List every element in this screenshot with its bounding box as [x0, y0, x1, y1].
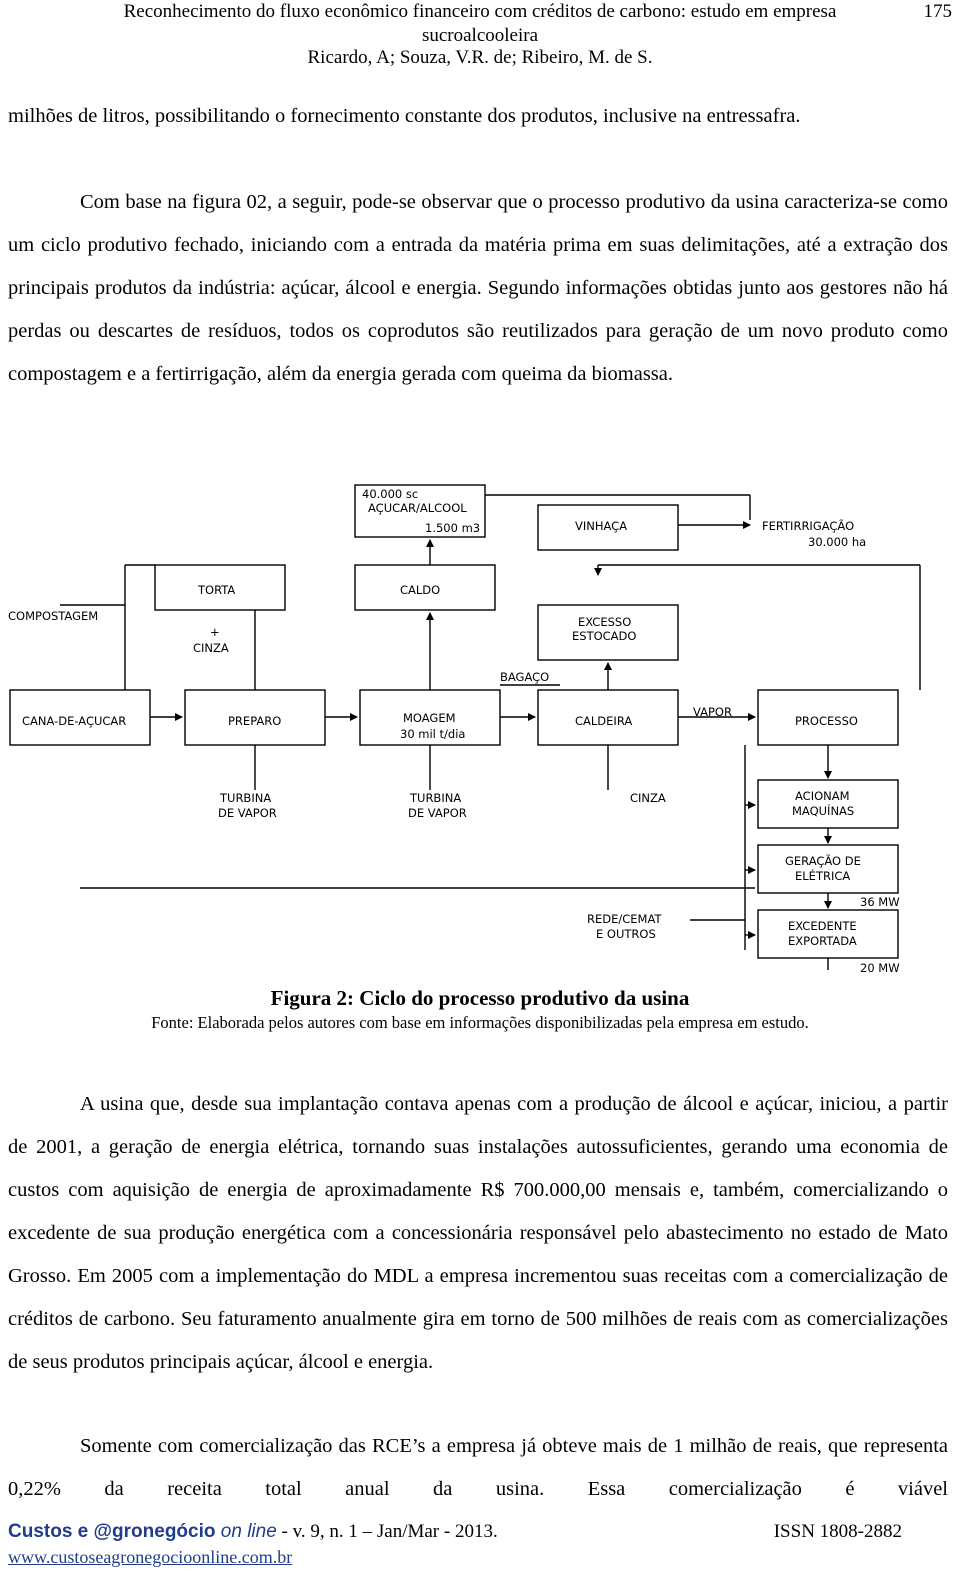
- journal-name: Custos e @gronegócio: [8, 1521, 216, 1542]
- label-turbina-2: TURBINA: [410, 791, 462, 805]
- label-fertirrigacao: FERTIRRIGAÇÃO: [762, 519, 855, 533]
- label-plus: +: [210, 625, 220, 639]
- process-diagram: [0, 480, 960, 980]
- label-acionam: ACIONAM: [795, 789, 850, 803]
- label-turbina-1: TURBINA: [220, 791, 272, 805]
- label-36mw: 36 MW: [860, 895, 900, 909]
- label-alcool-qty: 1.500 m3: [425, 521, 481, 535]
- label-torta: TORTA: [198, 583, 236, 597]
- label-cinza-left: CINZA: [193, 641, 229, 655]
- label-bagaco: BAGAÇO: [500, 670, 550, 684]
- label-estocado: ESTOCADO: [572, 629, 637, 643]
- figure-source: Fonte: Elaborada pelos autores com base em informações disponibilizadas pela empresa em estudo.: [151, 1013, 809, 1032]
- label-maquinas: MAQUÍNAS: [792, 804, 855, 818]
- label-preparo: PREPARO: [228, 714, 282, 728]
- label-caldo: CALDO: [400, 583, 441, 597]
- paragraph-2: Com base na figura 02, a seguir, pode-se observar que o processo produtivo da usina caracteriza-se como um ciclo produtivo fechado, iniciando com a entrada da matéria prima em suas delimitações, até a extração dos principais produtos da indústria: açúcar, álcool e energia. Segundo informações obtidas junto aos gestores não há perdas ou descartes de resíduos, todos os coprodutos são reutilizados para geração de um novo produto como compostagem e a fertirrigação, além da energia gerada com queima da biomassa.: [8, 191, 948, 385]
- journal-url-link[interactable]: www.custoseagronegocioonline.com.br: [8, 1547, 293, 1567]
- running-title: Reconhecimento do fluxo econômico financeiro com créditos de carbono: estudo em empresa: [123, 1, 837, 22]
- label-turbina-2-vapor: DE VAPOR: [408, 806, 467, 820]
- label-acucar-qty: 40.000 sc: [362, 487, 419, 501]
- label-eletrica: ELÉTRICA: [795, 869, 851, 883]
- journal-online: on line: [215, 1521, 277, 1542]
- page-number: 175: [923, 1, 952, 22]
- label-20mw: 20 MW: [860, 961, 900, 975]
- label-fertirrigacao-area: 30.000 ha: [808, 535, 867, 549]
- label-excedente: EXCEDENTE: [788, 919, 857, 933]
- journal-volume: - v. 9, n. 1 – Jan/Mar - 2013.: [276, 1521, 498, 1542]
- running-title-cont: sucroalcooleira: [421, 25, 539, 46]
- label-compostagem: COMPOSTAGEM: [8, 609, 99, 623]
- label-moagem: MOAGEM: [403, 711, 456, 725]
- journal-footer: [8, 1520, 498, 1544]
- journal-issn: ISSN 1808-2882: [773, 1521, 902, 1542]
- label-turbina-1-vapor: DE VAPOR: [218, 806, 277, 820]
- running-authors: Ricardo, A; Souza, V.R. de; Ribeiro, M. de S.: [307, 47, 653, 68]
- label-processo: PROCESSO: [795, 714, 858, 728]
- label-acucar: AÇUCAR/ALCOOL: [368, 501, 467, 515]
- label-geracao: GERAÇÃO DE: [785, 854, 861, 868]
- label-excesso: EXCESSO: [578, 615, 632, 629]
- paragraph-4: Somente com comercialização das RCE’s a empresa já obteve mais de 1 milhão de reais, que representa 0,22% da receita total anual da usina. Essa comercialização é viável: [8, 1435, 948, 1500]
- paragraph-1: milhões de litros, possibilitando o fornecimento constante dos produtos, inclusive na entressafra.: [8, 105, 801, 127]
- label-vapor: VAPOR: [693, 705, 732, 719]
- label-moagem-cap: 30 mil t/dia: [400, 727, 466, 741]
- label-vinhaca: VINHAÇA: [575, 519, 628, 533]
- figure-caption: Figura 2: Ciclo do processo produtivo da usina: [270, 986, 690, 1010]
- label-cinza-right: CINZA: [630, 791, 666, 805]
- label-caldeira: CALDEIRA: [575, 714, 633, 728]
- label-outros: E OUTROS: [596, 927, 656, 941]
- label-cana: CANA-DE-AÇUCAR: [22, 714, 127, 728]
- paragraph-3: A usina que, desde sua implantação contava apenas com a produção de álcool e açúcar, iniciou, a partir de 2001, a geração de energia elétrica, tornando suas instalações autossuficientes, gerando uma economia de custos com aquisição de energia de aproximadamente R$ 700.000,00 mensais e, também, comercializando o excedente de sua produção energética com a concessionária responsável pelo abastecimento no estado de Mato Grosso. Em 2005 com a implementação do MDL a empresa incrementou suas receitas com a comercialização de créditos de carbono. Seu faturamento anualmente gira em torno de 500 milhões de reais com as comercializações de seus produtos principais açúcar, álcool e energia.: [8, 1093, 948, 1373]
- label-exportada: EXPORTADA: [788, 934, 857, 948]
- label-rede: REDE/CEMAT: [587, 912, 662, 926]
